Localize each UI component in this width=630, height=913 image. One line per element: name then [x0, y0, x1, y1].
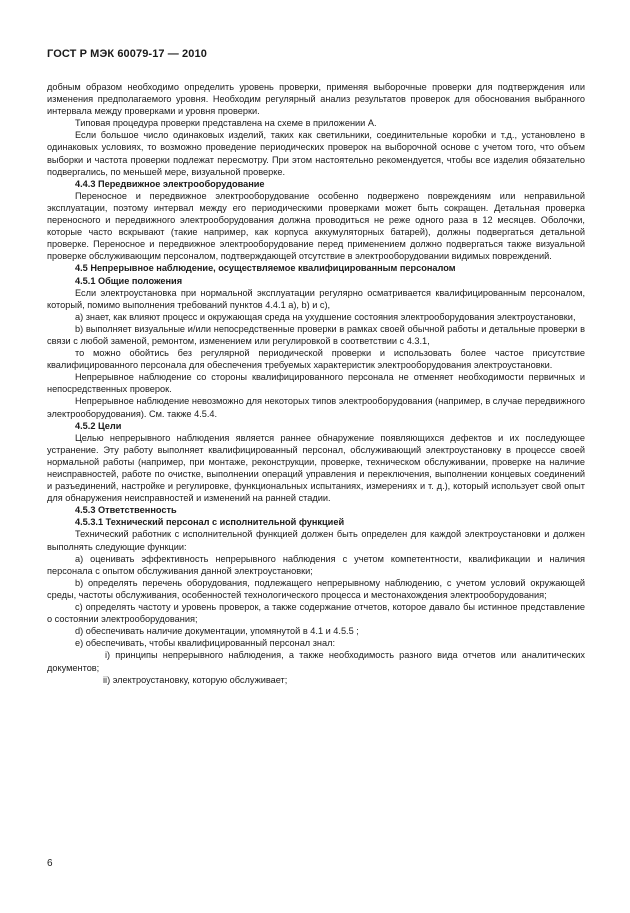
list-item-a: a) оценивать эффективность непрерывного наблюдения с учетом компетентности, квалификации и наличия персонала с опытом обслуживания данной электроустановки;	[47, 553, 585, 576]
paragraph: Непрерывное наблюдение невозможно для некоторых типов электрооборудования (например, в случае передвижного электрооборудования). См. также 4.5.4.	[47, 396, 585, 419]
section-heading-4-5-2: 4.5.2 Цели	[75, 420, 122, 431]
sub-list-item-i: i) принципы непрерывного наблюдения, а также необходимость разного вида отчетов или аналитических документов;	[47, 650, 585, 673]
paragraph: Переносное и передвижное электрооборудование особенно подвержено повреждениям или неправильной эксплуатации, поэтому интервал между его периодическими проверками может быть сокращен. Детальная проверка переносного и передвижного электрооборудования должна проводиться не реже одного раза в 12 месяцев. Оболочки, которые часто вскрывают (такие например, как корпуса аккумуляторных батарей), должны подвергаться детальной проверке. Переносное и передвижное электрооборудование перед применением должно подвергаться также визуальной проверке обслуживающим персоналом, подтверждающей отсутствие в электрооборудовании видимых повреждений.	[47, 190, 585, 262]
paragraph: то можно обойтись без регулярной периодической проверки и использовать более частое присутствие квалифицированного персонала для обеспечения требуемых характеристик электрооборудования электроустановки.	[47, 348, 585, 371]
list-item-c: c) определять частоту и уровень проверок, а также содержание отчетов, которое давало бы истинное представление о состоянии электрооборудования;	[47, 602, 585, 625]
paragraph: Целью непрерывного наблюдения является раннее обнаружение появляющихся дефектов и их последующее устранение. Эту работу выполняет квалифицированный персонал, обслуживающий электроустановку в процессе своей нормальной работы (например, при монтаже, реконструкции, проверке, техническом обслуживании, проверке на наличие неисправностей, работе по очистке, выполнении операций управления и переключения, выполнении концевых соединений и разъединений, настройке и регулировке, функциональных испытаниях, измерениях и т. д.), который использует свой опыт для обнаружения неисправностей и изменений на ранней стадии.	[47, 432, 585, 504]
list-item-a: a) знает, как влияют процесс и окружающая среда на ухудшение состояния электрооборудования электроустановки,	[75, 311, 576, 322]
section-heading-4-4-3: 4.4.3 Передвижное электрооборудование	[75, 178, 265, 189]
page-number: 6	[47, 858, 53, 869]
paragraph: Если электроустановка при нормальной эксплуатации регулярно осматривается квалифицированным персоналом, который, помимо выполнения требований пунктов 4.4.1 a), b) и c),	[47, 287, 585, 310]
paragraph: добным образом необходимо определить уровень проверки, применяя выборочные проверки для подтверждения или изменения предполагаемого уровня. Необходим регулярный анализ результатов проверок для обоснования выбранного интервала между проверками и уровня проверки.	[47, 82, 585, 117]
list-item-b: b) определять перечень оборудования, подлежащего непрерывному наблюдению, с учетом условий окружающей среды, частоты обслуживания, особенностей технологического процесса и местонахождения электрооборудования;	[47, 577, 585, 600]
list-item-e: e) обеспечивать, чтобы квалифицированный персонал знал:	[75, 638, 336, 649]
paragraph: Технический работник с исполнительной функцией должен быть определен для каждой электроустановки и должен выполнять следующие функции:	[47, 529, 585, 552]
sub-list-item-ii: ii) электроустановку, которую обслуживает;	[103, 674, 288, 685]
paragraph: Если большое число одинаковых изделий, таких как светильники, соединительные коробки и т.д., установлено в одинаковых условиях, то возможно проведение периодических проверок на выборочной основе с учетом того, что объем выборки и частота проверки подлежат пересмотру. При этом настоятельно рекомендуется, чтобы все изделия обязательно подвергались, по меньшей мере, визуальной проверке.	[47, 130, 585, 177]
section-heading-4-5-1: 4.5.1 Общие положения	[75, 275, 183, 286]
section-heading-4-5-3-1: 4.5.3.1 Технический персонал с исполнительной функцией	[75, 517, 345, 528]
list-item-b: b) выполняет визуальные и/или непосредственные проверки в рамках своей обычной работы и детальные проверки в связи с любой заменой, ремонтом, изменением или регулировкой в соответствии с 4.3.1,	[47, 323, 585, 346]
paragraph: Непрерывное наблюдение со стороны квалифицированного персонала не отменяет необходимости первичных и непосредственных проверок.	[47, 372, 585, 395]
section-heading-4-5-3: 4.5.3 Ответственность	[75, 505, 177, 516]
paragraph: Типовая процедура проверки представлена на схеме в приложении А.	[75, 118, 377, 129]
document-header: ГОСТ Р МЭК 60079-17 — 2010	[47, 48, 207, 60]
list-item-d: d) обеспечивать наличие документации, упомянутой в 4.1 и 4.5.5 ;	[75, 626, 359, 637]
section-heading-4-5: 4.5 Непрерывное наблюдение, осуществляемое квалифицированным персоналом	[75, 263, 456, 274]
document-body	[47, 81, 585, 686]
